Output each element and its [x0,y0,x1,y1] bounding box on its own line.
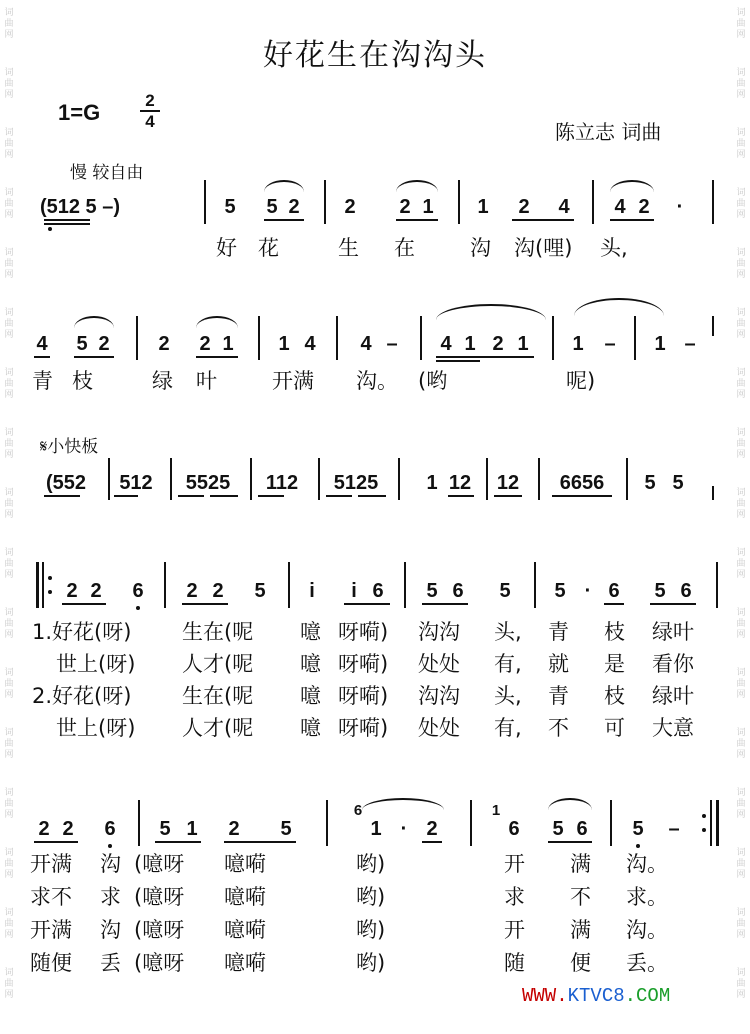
barline [318,458,320,500]
beam [396,219,438,221]
lyric: 头, [600,236,628,260]
note: 5 [499,580,511,602]
barline [534,562,536,608]
lyric: 呀嗬) [338,652,389,676]
lyric: 求。 [626,885,668,909]
barline [592,180,594,224]
barline [398,458,400,500]
lyric: 噫 [300,684,321,708]
octave-dot [136,606,140,610]
note: 12 [448,472,472,494]
lyric: 就 [548,652,569,676]
lyric: 枝 [72,369,93,393]
lyric: 求 [504,885,525,909]
lyric: 世上(呀) [56,716,136,740]
watermark-left [2,0,16,1034]
note: 4 [36,333,48,355]
grace-note: 6 [353,802,363,819]
note: 1 [186,818,198,840]
watermark-text: 词 曲 网 [736,728,746,760]
composer-credit: 陈立志 词曲 [555,120,662,144]
lyric: 开满 [272,369,314,393]
lyric: 沟。 [626,852,668,876]
watermark-text: 词 曲 网 [736,848,746,880]
watermark-text: 词 曲 网 [736,8,746,40]
lyric: 花 [258,236,279,260]
note: 1 [222,333,234,355]
barline [258,316,260,360]
lyric: 青 [548,620,569,644]
lyric: 大意 [652,716,694,740]
note: 2 [492,333,504,355]
lyric: 处处 [418,716,460,740]
barline [634,316,636,360]
lyric: 呀嗬) [338,684,389,708]
tempo-marking-1: 慢 较自由 [70,163,144,183]
barline [712,486,714,500]
watermark-text: 词 曲 网 [4,8,14,40]
beam [494,495,522,497]
watermark-text: 词 曲 网 [736,368,746,400]
watermark-text: 词 曲 网 [736,968,746,1000]
meter-bottom: 4 [145,112,155,131]
note: 1 [278,333,290,355]
lyric: (噫呀 [134,852,185,876]
lyric: 沟沟 [418,684,460,708]
watermark-text: 词 曲 网 [736,188,746,220]
note: 6 [104,818,116,840]
note: 2 [288,196,300,218]
lyric: 呢) [566,369,596,393]
repeat-dot [702,828,706,832]
watermark-text: 词 曲 网 [4,728,14,760]
note: 5 [159,818,171,840]
note: 4 [304,333,316,355]
beam [422,841,442,843]
watermark-text: 词 曲 网 [736,68,746,100]
note: 5 [76,333,88,355]
watermark-text: 词 曲 网 [736,668,746,700]
note: 6 [576,818,588,840]
beam [74,356,114,358]
barline [138,800,140,846]
note: 2 [518,196,530,218]
note: 6 [608,580,620,602]
watermark-right [734,0,748,1034]
note: 112 [265,472,299,494]
lyric: 哟) [356,951,386,975]
note: – [386,333,398,355]
note: 2 [638,196,650,218]
lyric: 开满 [30,852,72,876]
note: 6 [508,818,520,840]
octave-dot [636,844,640,848]
note: 6 [132,580,144,602]
lyric: 开满 [30,918,72,942]
note: 1 [517,333,529,355]
lyric: (噫呀 [134,918,185,942]
barline [470,800,472,846]
lyric: 绿 [152,369,173,393]
beam [264,219,304,221]
beam [548,841,592,843]
note: 2 [90,580,102,602]
lyric: 叶 [196,369,217,393]
song-title: 好花生在沟沟头 [263,38,487,73]
slur [548,798,592,810]
lyric: 丢 [100,951,121,975]
beam [44,223,90,225]
beam [44,219,90,221]
beam [224,841,296,843]
note: 5125 [333,472,379,494]
lyric: 生在(呢 [182,620,254,644]
lyric: 不 [570,885,591,909]
beam [422,603,468,605]
lyric: 哟) [356,918,386,942]
note: 2 [199,333,211,355]
beam [178,495,204,497]
lyric: 枝 [604,684,625,708]
beam [62,603,106,605]
augmentation-dot: · [584,580,592,602]
octave-dot [48,227,52,231]
note: 1 [422,196,434,218]
watermark-text: 词 曲 网 [4,368,14,400]
note: i [309,580,315,602]
dash: – [604,333,616,355]
note: 1 [426,472,438,494]
note: 2 [212,580,224,602]
note: 2 [66,580,78,602]
repeat-dot [48,590,52,594]
note: 2 [98,333,110,355]
meter-top: 2 [145,91,155,110]
note: 1 [370,818,382,840]
watermark-text: 词 曲 网 [4,848,14,880]
note: 2 [426,818,438,840]
beam [344,603,390,605]
lyric: 噫 [300,652,321,676]
watermark-text: 词 曲 网 [4,968,14,1000]
beam [182,603,228,605]
note: 6 [372,580,384,602]
beam [44,495,80,497]
beam [604,603,624,605]
watermark-text: 词 曲 网 [736,248,746,280]
note: 1 [464,333,476,355]
lyric: 好 [216,236,237,260]
lyric: 沟。 [356,369,398,393]
lyric: 丢。 [626,951,668,975]
lyric: 哟) [356,852,386,876]
lyric: 看你 [652,652,694,676]
augmentation-dot: · [400,818,408,840]
lyric: 1.好花(呀) [32,620,132,644]
lyric: 呀嗬) [338,716,389,740]
note: 5 [644,472,656,494]
slur [396,180,438,192]
lyric: 开 [504,852,525,876]
watermark-text: 词 曲 网 [736,608,746,640]
beam [512,219,574,221]
note: 2 [62,818,74,840]
note: 5 [426,580,438,602]
lyric: 随便 [30,951,72,975]
lyric: 在 [394,236,415,260]
note: 2 [158,333,170,355]
repeat-barline [710,800,712,846]
note: 5 [654,580,666,602]
beam [436,356,534,358]
note: 4 [614,196,626,218]
barline [712,180,714,224]
watermark-text: 词 曲 网 [4,68,14,100]
note: 5 [254,580,266,602]
beam [610,219,654,221]
site-prefix: WWW. [522,985,568,1007]
note: 2 [344,196,356,218]
repeat-barline [36,562,39,608]
barline [204,180,206,224]
watermark-text: 词 曲 网 [4,608,14,640]
lyric: 呀嗬) [338,620,389,644]
lyric: 人才(呢 [182,716,254,740]
time-signature [140,92,160,130]
barline [626,458,628,500]
slur [436,304,546,320]
slur [362,798,444,810]
note: 2 [38,818,50,840]
note: 5525 [185,472,231,494]
note: 5 [672,472,684,494]
watermark-text: 词 曲 网 [736,428,746,460]
beam [552,495,612,497]
beam [448,495,474,497]
note: 4 [440,333,452,355]
lyric: 噫嗬 [224,885,266,909]
lyric: 青 [548,684,569,708]
lyric: 绿叶 [652,684,694,708]
site-watermark[interactable] [522,985,670,1007]
augmentation-dot: · [676,196,684,218]
slur [196,316,238,328]
note: 4 [360,333,372,355]
lyric: 哟) [356,885,386,909]
note: 5 [224,196,236,218]
beam [436,360,480,362]
watermark-text: 词 曲 网 [4,548,14,580]
lyric: 头, [494,620,522,644]
lyric: 求不 [30,885,72,909]
watermark-text: 词 曲 网 [4,308,14,340]
repeat-dot [702,814,706,818]
watermark-text: 词 曲 网 [4,248,14,280]
lyric: 沟 [100,918,121,942]
dash: – [684,333,696,355]
barline [326,800,328,846]
lyric: 2.好花(呀) [32,684,132,708]
note: 4 [558,196,570,218]
barline [712,316,714,336]
lyric: 头, [494,684,522,708]
barline [324,180,326,224]
watermark-text: 词 曲 网 [4,188,14,220]
site-name: KTVC8 [567,985,625,1007]
note: 1 [572,333,584,355]
note: 6 [452,580,464,602]
lyric: 噫嗬 [224,852,266,876]
lyric: 生在(呢 [182,684,254,708]
lyric: 开 [504,918,525,942]
note: 2 [228,818,240,840]
lyric: 处处 [418,652,460,676]
tempo-marking-2: 𝄋小快板 [40,437,99,457]
note: (552 [45,472,87,494]
watermark-text: 词 曲 网 [736,788,746,820]
beam [650,603,696,605]
barline [420,316,422,360]
repeat-dot [48,576,52,580]
slur [264,180,304,192]
beam [358,495,386,497]
lyric: 有, [494,716,522,740]
lyric: 世上(呀) [56,652,136,676]
lyric: 是 [604,652,625,676]
note: 6656 [559,472,605,494]
site-suffix: .COM [624,985,671,1007]
watermark-text: 词 曲 网 [4,668,14,700]
note: 2 [186,580,198,602]
lyric: 沟沟 [418,620,460,644]
lyric: 人才(呢 [182,652,254,676]
beam [34,841,78,843]
lyric: (噫呀 [134,951,185,975]
watermark-text: 词 曲 网 [4,428,14,460]
beam [155,841,201,843]
lyric: 有, [494,652,522,676]
lyric: 满 [570,918,591,942]
lyric: 绿叶 [652,620,694,644]
note: 2 [399,196,411,218]
beam [258,495,284,497]
barline [610,800,612,846]
octave-dot [108,844,112,848]
lyric: 沟 [470,236,491,260]
barline [552,316,554,360]
barline [716,562,718,608]
note-intro: (512 5 –) [39,196,121,218]
watermark-text: 词 曲 网 [736,308,746,340]
note: 5 [280,818,292,840]
lyric: 满 [570,852,591,876]
note: 512 [119,472,153,494]
note: 1 [477,196,489,218]
note: 5 [266,196,278,218]
beam [196,356,238,358]
lyric: 噫 [300,620,321,644]
lyric: 不 [548,716,569,740]
lyric: (哟 [418,369,448,393]
beam [326,495,352,497]
beam [114,495,138,497]
slur [610,180,654,192]
note: 1 [654,333,666,355]
lyric: 噫嗬 [224,918,266,942]
repeat-barline [42,562,44,608]
beam [210,495,238,497]
note: 5 [632,818,644,840]
barline [136,316,138,360]
barline [336,316,338,360]
note: i [351,580,357,602]
barline [288,562,290,608]
barline [164,562,166,608]
watermark-text: 词 曲 网 [4,488,14,520]
lyric: 沟。 [626,918,668,942]
barline [458,180,460,224]
barline [486,458,488,500]
watermark-text: 词 曲 网 [4,788,14,820]
lyric: 随 [504,951,525,975]
dash: – [668,818,680,840]
lyric: 噫嗬 [224,951,266,975]
watermark-text: 词 曲 网 [4,908,14,940]
lyric: 生 [338,236,359,260]
lyric: 噫 [300,716,321,740]
watermark-text: 词 曲 网 [736,488,746,520]
tie [574,298,664,316]
watermark-text: 词 曲 网 [4,128,14,160]
watermark-text: 词 曲 网 [736,908,746,940]
lyric: 便 [570,951,591,975]
slur [74,316,114,328]
note: 5 [552,818,564,840]
lyric: 可 [604,716,625,740]
note: 5 [554,580,566,602]
watermark-text: 词 曲 网 [736,128,746,160]
note: 6 [680,580,692,602]
grace-note: 1 [491,802,501,819]
beam [34,356,50,358]
barline [108,458,110,500]
barline [538,458,540,500]
lyric: 青 [32,369,53,393]
barline [250,458,252,500]
note: 12 [496,472,520,494]
barline [404,562,406,608]
lyric: 求 [100,885,121,909]
key-signature: 1=G [58,100,101,125]
lyric: 沟 [100,852,121,876]
lyric: 沟(哩) [514,236,573,260]
lyric: 枝 [604,620,625,644]
barline [170,458,172,500]
lyric: (噫呀 [134,885,185,909]
repeat-barline [716,800,719,846]
watermark-text: 词 曲 网 [736,548,746,580]
